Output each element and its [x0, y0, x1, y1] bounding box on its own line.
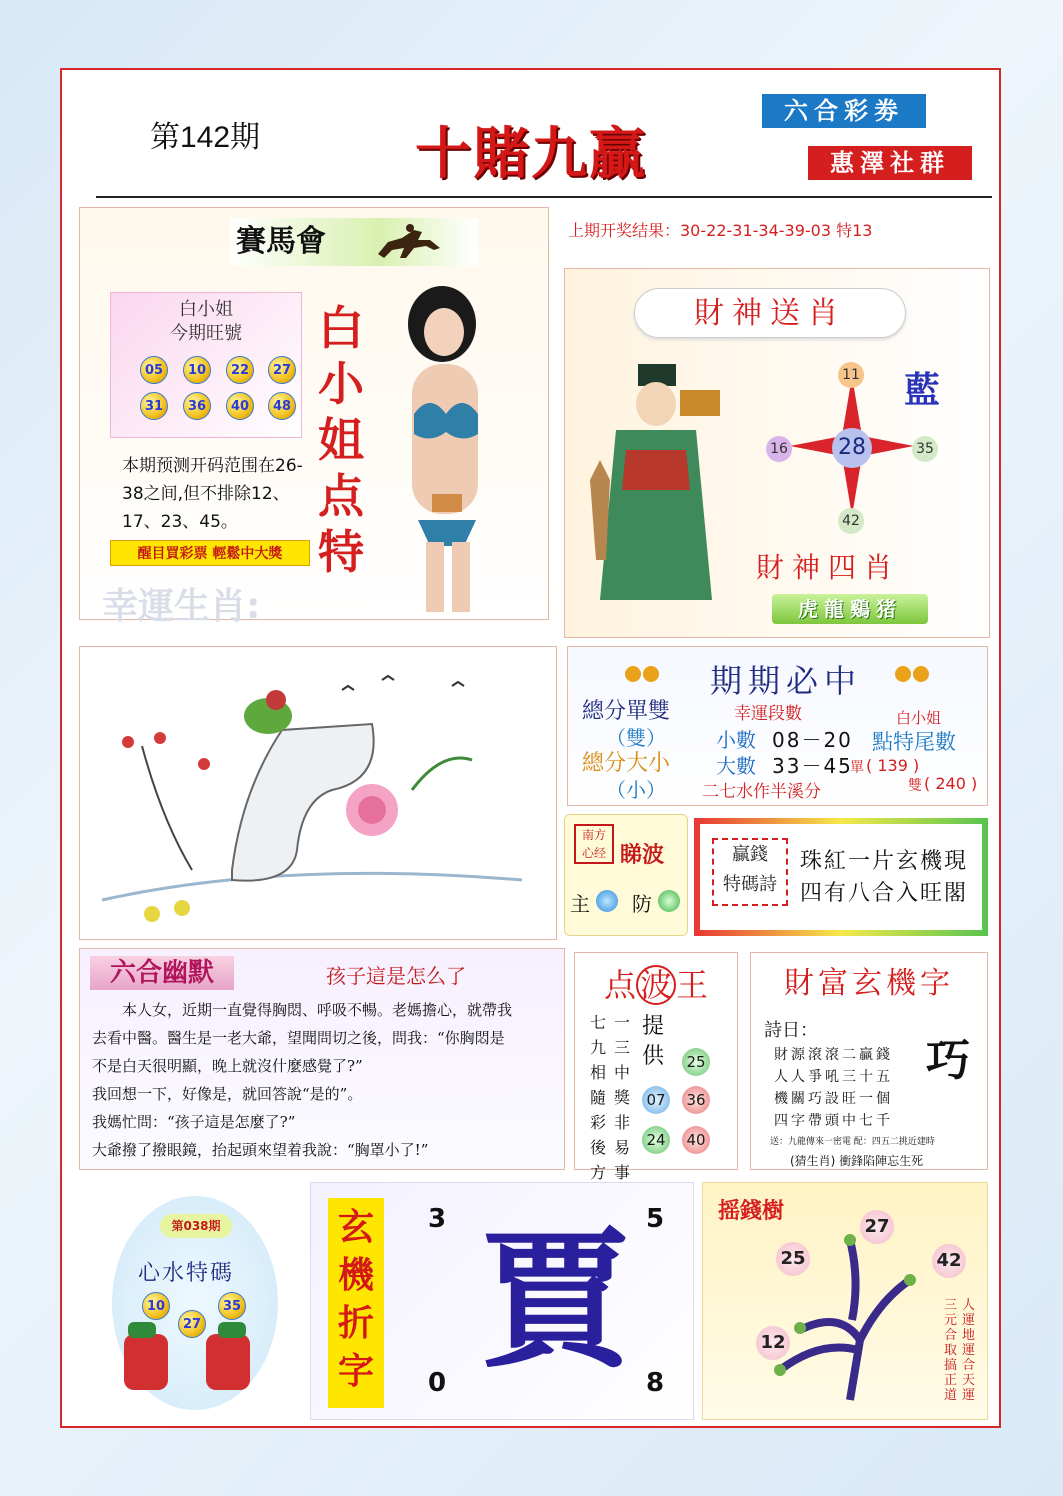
money-tree-ball: 27	[860, 1210, 894, 1244]
tag-lottery: 六合彩劵	[762, 94, 926, 128]
special-poem-label	[712, 838, 788, 906]
humor-line: 大爺撥了撥眼鏡，抬起頭來望着我說：“胸罩小了!”	[92, 1141, 429, 1159]
humor-line: 本人女，近期一直覺得胸悶、呼吸不暢。老媽擔心，就帶我	[122, 1001, 513, 1019]
zodiac-list: 虎龍鷄猪	[772, 594, 928, 624]
big-label: 大數	[716, 754, 756, 778]
wave-king-char-circled: 波	[636, 965, 676, 1005]
fortune-note: 送：九龍傳來一密電 配：四五二挑近建時	[770, 1137, 935, 1147]
odd-tail-value: ( 139 )	[866, 756, 920, 775]
lucky-ball: 05	[140, 356, 168, 384]
stamp-line-2: 心经	[581, 846, 606, 860]
lucky-ball: 31	[140, 392, 168, 420]
split-number: 3	[428, 1204, 447, 1234]
heart-special-title: 心水特碼	[138, 1261, 235, 1286]
humor-line: 去看中醫。醫生是一老大爺，望聞問切之後，問我：“你胸悶是	[92, 1029, 505, 1047]
horse-club-title	[230, 218, 478, 266]
guard-label: 防	[632, 892, 652, 916]
bottom-number: 42	[838, 508, 864, 534]
tag-community: 惠澤社群	[808, 146, 972, 180]
money-tree-ball: 25	[776, 1242, 810, 1276]
brand-title: 十賭九贏	[415, 121, 647, 187]
humor-line: 不是白天很明顯，晚上就沒什麼感覺了?”	[92, 1057, 363, 1075]
stamp-line-1: 南方	[581, 828, 606, 842]
money-tree-ball: 42	[932, 1244, 966, 1278]
lucky-ball: 48	[268, 392, 296, 420]
provide-label: 提供	[642, 1014, 665, 1069]
coin-icon	[894, 664, 930, 688]
fortune-line: 四字帶頭中七千	[774, 1113, 893, 1129]
wealth-god-banner: 財神送肖	[634, 288, 906, 338]
heart-ball: 35	[218, 1292, 246, 1320]
lucky-zodiac-faded: 幸運生肖:	[102, 586, 261, 627]
main-ball-icon	[596, 890, 618, 912]
boxing-glove-icon	[118, 1320, 174, 1396]
odd-even-answer: （雙）	[606, 726, 666, 750]
four-zodiac-title: 財神四肖	[756, 551, 901, 584]
big-range: 33－45	[772, 754, 853, 778]
split-number: 0	[428, 1368, 447, 1398]
wave-ball: 40	[682, 1126, 710, 1154]
wave-king-title	[604, 960, 708, 1006]
tail-title: 點特尾數	[872, 730, 956, 754]
lucky-number-title	[120, 298, 292, 346]
even-tail-value: ( 240 )	[924, 774, 978, 793]
fortune-big-char: 巧	[926, 1035, 970, 1086]
split-big-char: 賈	[480, 1213, 631, 1389]
fortune-verse	[774, 1044, 893, 1132]
wave-ball: 36	[682, 1086, 710, 1114]
wave-verse-column: 一三中獎非易事	[614, 1013, 631, 1182]
main-label: 主	[570, 892, 590, 916]
right-number: 35	[912, 436, 938, 462]
wave-ball: 25	[682, 1048, 710, 1076]
last-draw-result: 上期开奖结果：30-22-31-34-39-03 特13	[568, 221, 873, 240]
humor-body	[92, 996, 554, 1164]
poem-line: 四有八合入旺閣	[800, 881, 969, 906]
match-watch-title: 睇波	[620, 843, 665, 868]
bird-peony-painting	[82, 650, 554, 938]
size-answer: （小）	[606, 778, 666, 802]
vertical-name: 白小姐点特	[318, 301, 364, 579]
heart-ball: 10	[142, 1292, 170, 1320]
lucky-range-title: 幸運段數	[734, 704, 802, 724]
even-tail-label: 雙	[908, 778, 922, 794]
coin-icon	[624, 664, 660, 688]
lucky-title-line-2: 今期旺號	[170, 323, 242, 344]
small-label: 小數	[716, 728, 756, 752]
special-poem-lines	[800, 846, 968, 910]
lucky-ball: 27	[268, 356, 296, 384]
guard-ball-icon	[658, 890, 680, 912]
heart-ball: 27	[178, 1310, 206, 1338]
poem-label-line-2: 特碼詩	[723, 874, 777, 895]
fortune-line: 財源滾滾二贏錢	[774, 1047, 893, 1063]
humor-line: 我媽忙問：“孩子這是怎麼了?”	[92, 1113, 296, 1131]
fortune-line: 機關巧設旺一個	[774, 1091, 893, 1107]
lucky-ball: 22	[226, 356, 254, 384]
small-range: 08－20	[772, 728, 853, 752]
poem-says-label: 詩日：	[764, 1020, 818, 1041]
poem-line: 珠紅一片玄機現	[800, 849, 969, 874]
fortune-char-title: 財富玄機字	[784, 966, 954, 1001]
must-win-title: 期期必中	[710, 662, 863, 700]
humor-tag: 六合幽默	[90, 956, 234, 990]
lucky-ball: 10	[183, 356, 211, 384]
humor-line: 我回想一下，好像是，就回答說“是的”。	[92, 1085, 363, 1103]
money-tree-title: 摇錢樹	[718, 1199, 785, 1224]
odd-even-label: 總分單雙	[582, 699, 671, 724]
wave-verse-column: 七九相隨彩後方	[590, 1013, 607, 1182]
split-number: 8	[646, 1368, 665, 1398]
center-number: 28	[832, 428, 872, 468]
lucky-title-line-1: 白小姐	[179, 299, 233, 320]
split-char-vertical-title: 玄機折字	[328, 1198, 384, 1408]
miss-bai-label: 白小姐	[896, 709, 942, 727]
header-divider	[96, 196, 992, 198]
left-number: 16	[766, 436, 792, 462]
lucky-ball: 40	[226, 392, 254, 420]
heart-issue-badge: 第038期	[160, 1214, 232, 1238]
humor-subtitle: 孩子這是怎么了	[326, 964, 466, 988]
lucky-ball: 36	[183, 392, 211, 420]
odd-tail-label: 單	[850, 760, 864, 776]
half-text: 二七水作半溪分	[702, 782, 821, 802]
color-character: 藍	[904, 369, 941, 411]
slogan-banner: 醒目買彩票 輕鬆中大獎	[110, 540, 310, 566]
money-tree-illustration	[740, 1220, 940, 1410]
poem-label-line-1: 贏錢	[732, 844, 768, 865]
size-label: 總分大小	[582, 751, 671, 776]
top-number: 11	[838, 362, 864, 388]
prediction-text: 本期预测开码范围在26-38之间,但不排除12、17、23、45。	[122, 456, 303, 532]
wave-ball: 24	[642, 1126, 670, 1154]
wave-king-char: 王	[676, 966, 709, 1004]
boxing-glove-icon	[200, 1320, 256, 1396]
wave-king-char: 点	[604, 966, 637, 1004]
wave-ball: 07	[642, 1086, 670, 1114]
horse-rider-icon	[370, 220, 460, 264]
south-stamp	[574, 824, 614, 864]
issue-number: 第142期	[150, 121, 261, 154]
money-tree-ball: 12	[756, 1326, 790, 1360]
wealth-god-illustration	[586, 360, 726, 622]
fortune-line: 人人爭吼三十五	[774, 1069, 893, 1085]
split-number: 5	[646, 1204, 665, 1234]
fortune-riddle: (猜生肖) 衝鋒陷陣忘生死	[790, 1154, 924, 1168]
model-illustration	[372, 284, 522, 614]
horse-club-label: 賽馬會	[236, 224, 326, 259]
money-tree-verse: 人運地運合天運	[962, 1298, 976, 1403]
money-tree-verse: 三元合取搞正道	[944, 1298, 958, 1403]
